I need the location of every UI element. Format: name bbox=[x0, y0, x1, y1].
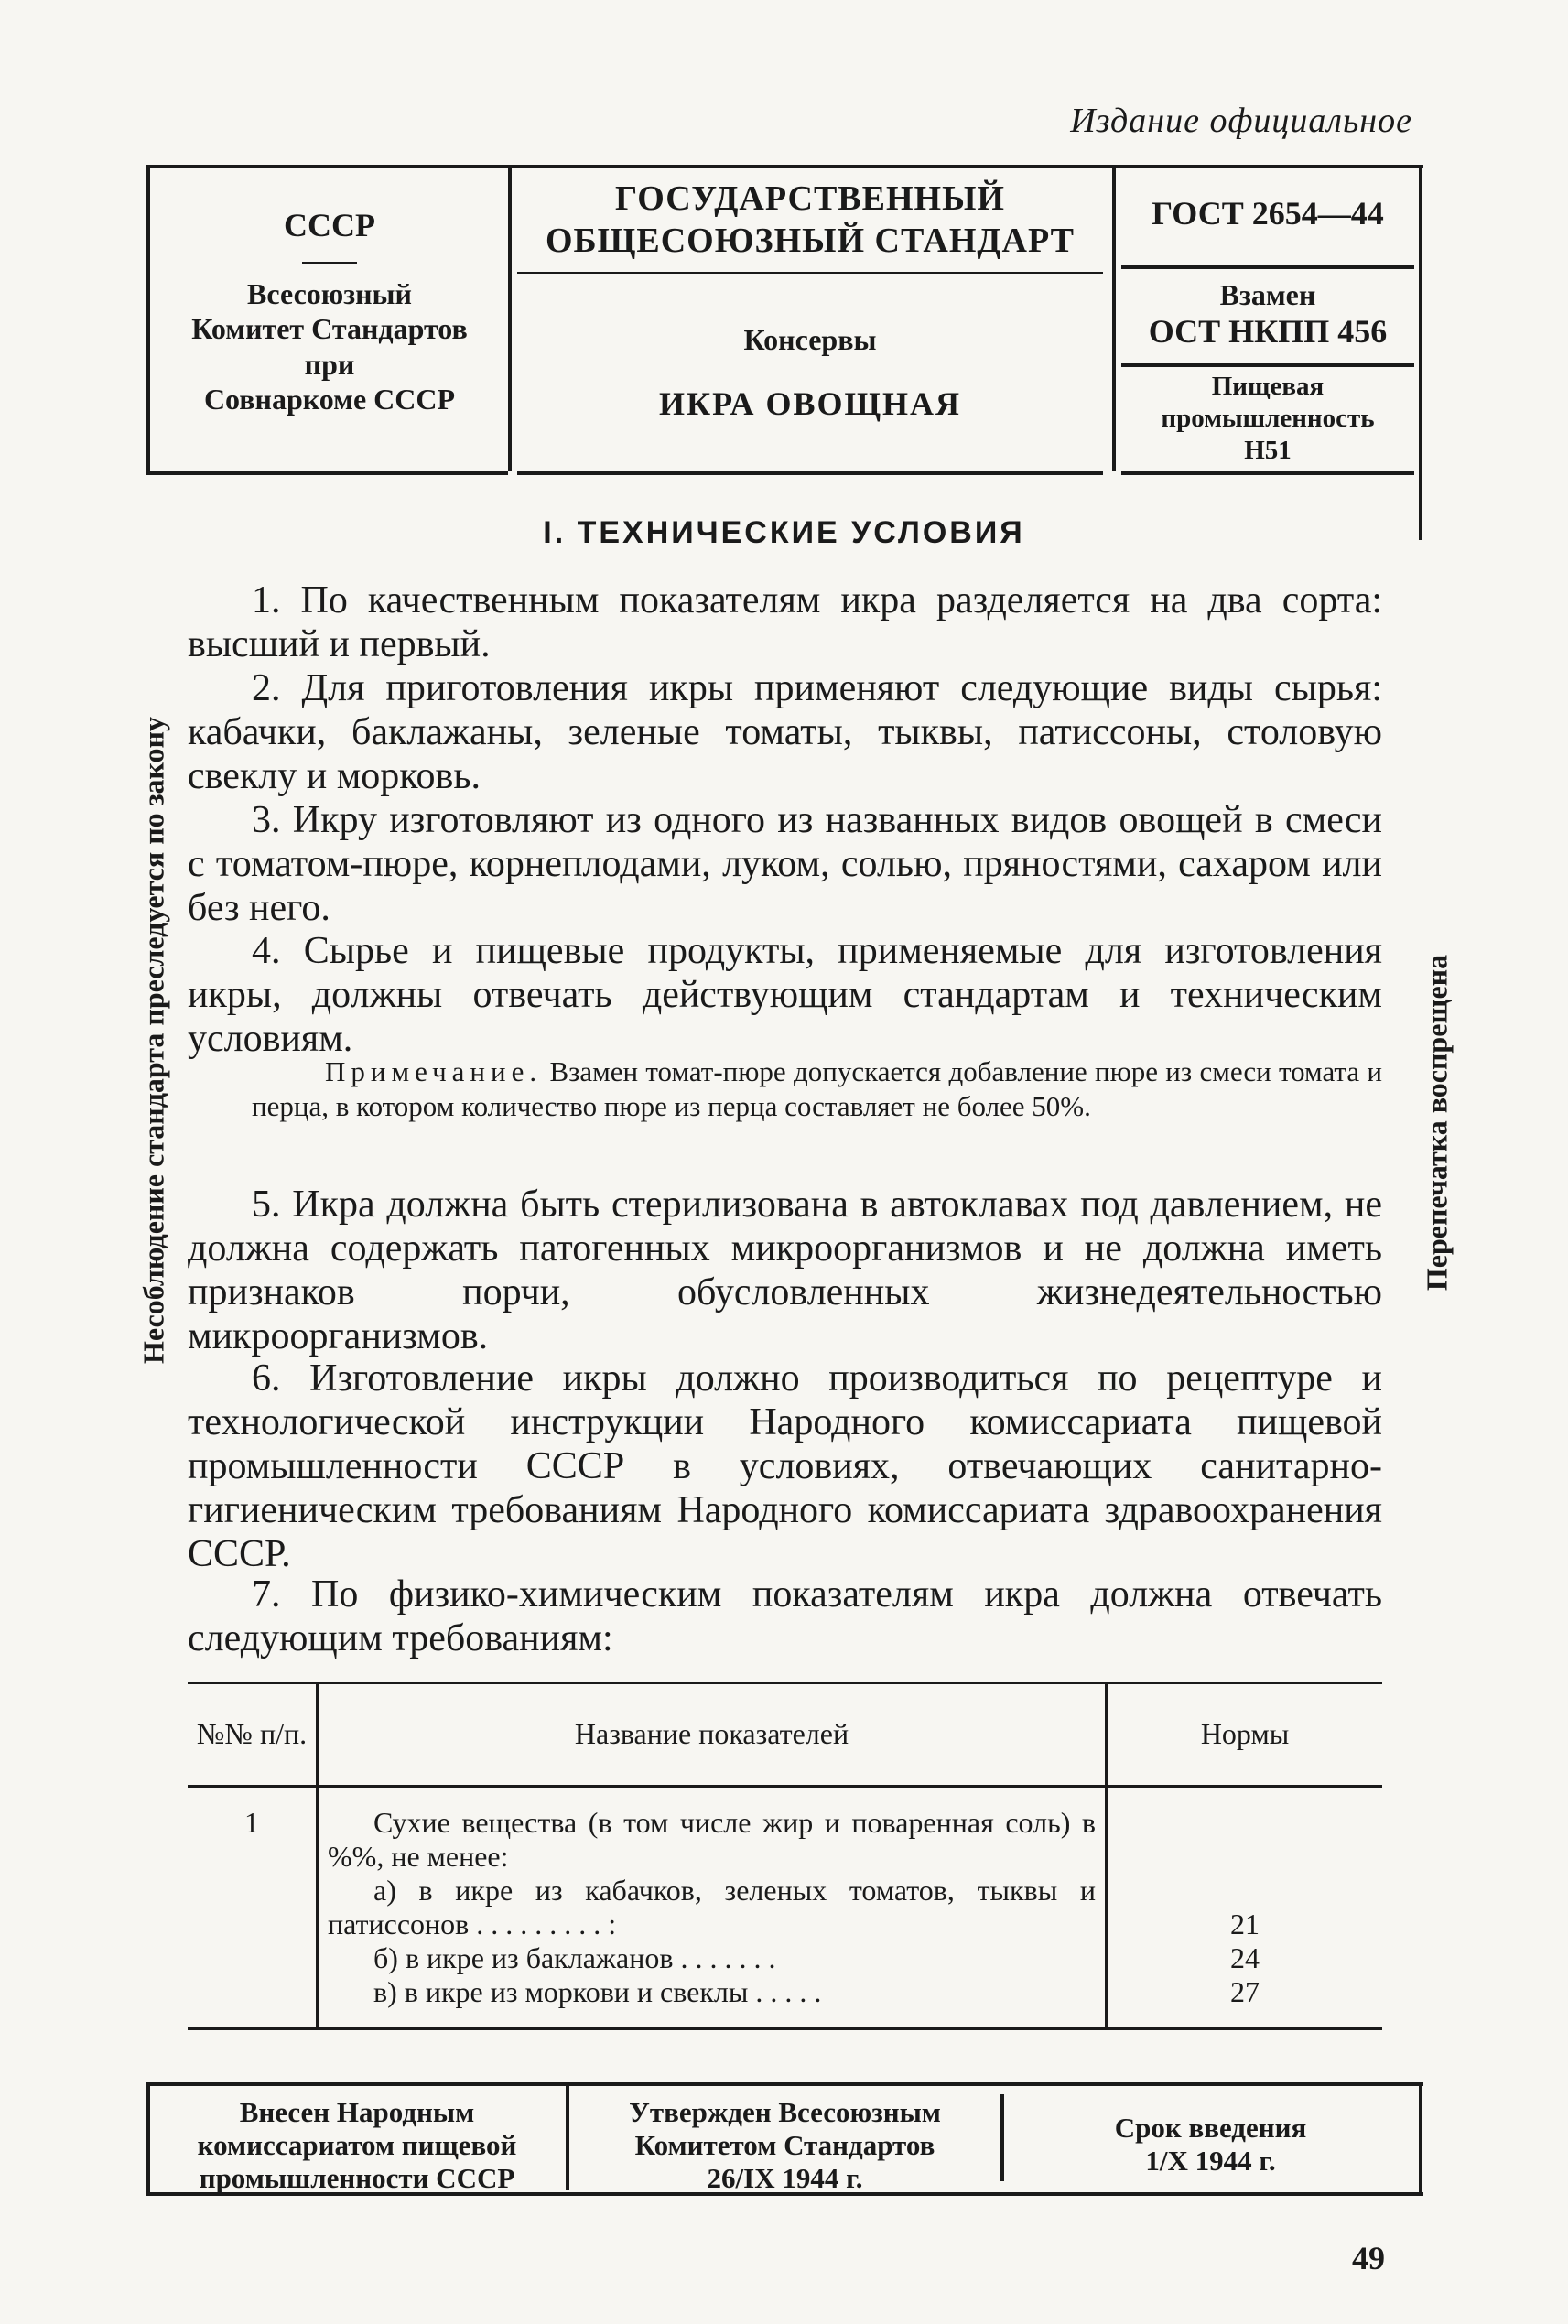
paragraph-4: 4. Сырье и пищевые продукты, применяемые для изготовления икры, должны отвечать действующим стандартам и техническим условиям. bbox=[188, 930, 1382, 1060]
header-ussr-underline bbox=[302, 262, 357, 264]
header-divider-1 bbox=[508, 165, 512, 471]
page-number: 49 bbox=[1352, 2240, 1385, 2276]
footer-effective-date: Срок введения 1/X 1944 г. bbox=[1114, 2112, 1307, 2177]
paragraph-1: 1. По качественным показателям икра разделяется на два сорта: высший и первый. bbox=[188, 579, 1382, 665]
paragraph-3: 3. Икру изготовляют из одного из названных видов овощей в смеси с томатом-пюре, корнеплодами, луком, солью, пряностями, сахаром или без него. bbox=[188, 799, 1382, 929]
paragraph-6: 6. Изготовление икры должно производиться по рецептуре и технологической инструкции Народного комиссариата пищевой промышленности СССР в условиях, отвечающих санитарно-гигиеническим требованиям Народного комиссариата здравоохранения СССР. bbox=[188, 1357, 1382, 1575]
footer-divider-1 bbox=[566, 2085, 569, 2190]
table-value-b: 24 bbox=[1230, 1941, 1260, 1974]
properties-table bbox=[188, 1682, 1382, 2030]
paragraph-7: 7. По физико-химическим показателям икра должна отвечать следующим требованиям: bbox=[188, 1573, 1382, 1659]
footer-submitted-by: Внесен Народным комиссариатом пищевой промышленности СССР bbox=[197, 2096, 517, 2194]
note-label: Примечание. bbox=[325, 1055, 543, 1087]
table-header-number: №№ п/п. bbox=[188, 1682, 318, 1787]
footer-top-rule bbox=[146, 2082, 1423, 2086]
footer-left-border bbox=[146, 2082, 150, 2192]
footer-divider-2 bbox=[1000, 2094, 1004, 2181]
header-right-rule-2 bbox=[1121, 363, 1414, 367]
table-value-c: 27 bbox=[1230, 1975, 1260, 2008]
section-title: I. ТЕХНИЧЕСКИЕ УСЛОВИЯ bbox=[543, 515, 1025, 550]
table-row-intro: Сухие вещества (в том числе жир и поваренная соль) в %%, не менее: bbox=[328, 1806, 1096, 1873]
header-industry-group: Пищевая промышленность Н51 bbox=[1161, 372, 1375, 465]
table-item-a: а) в икре из кабачков, зеленых томатов, тыквы и патиссонов . . . . . . . . . : bbox=[328, 1874, 1096, 1940]
header-bottom-rule-left bbox=[146, 471, 508, 475]
table-item-c: в) в икре из моркови и свеклы . . . . . bbox=[373, 1975, 822, 2008]
table-item-b: б) в икре из баклажанов . . . . . . . bbox=[373, 1941, 776, 1974]
header-bottom-rule-center bbox=[517, 471, 1103, 475]
footer-right-border bbox=[1419, 2082, 1422, 2192]
header-divider-2 bbox=[1112, 165, 1116, 471]
header-category: Консервы bbox=[743, 323, 877, 356]
table-row-number: 1 bbox=[188, 1787, 318, 2029]
paragraph-5: 5. Икра должна быть стерилизована в автоклавах под давлением, не должна содержать патогенных микроорганизмов и не должна иметь признаков порчи, обусловленных жизнедеятельностью микроорганизмов. bbox=[188, 1184, 1382, 1357]
table-header-norms: Нормы bbox=[1107, 1682, 1383, 1787]
edition-label: Издание официальное bbox=[1070, 102, 1412, 140]
side-left-warning: Несоблюдение стандарта преследуется по закону bbox=[136, 717, 170, 1364]
table-header-name: Название показателей bbox=[318, 1682, 1107, 1787]
side-right-warning: Перепечатка воспрещена bbox=[1420, 954, 1454, 1292]
header-right-rule-1 bbox=[1121, 265, 1414, 269]
table-row bbox=[188, 1787, 1382, 2029]
note bbox=[252, 1054, 1382, 1124]
paragraph-2: 2. Для приготовления икры применяют следующие виды сырья: кабачки, баклажаны, зеленые томаты, тыквы, патиссоны, столовую свеклу и морковь. bbox=[188, 667, 1382, 797]
header-ussr: СССР bbox=[284, 207, 375, 243]
header-standard-type: ГОСУДАРСТВЕННЫЙ ОБЩЕСОЮЗНЫЙ СТАНДАРТ bbox=[545, 179, 1076, 260]
header-committee: Всесоюзный Комитет Стандартов при Совнаркоме СССР bbox=[191, 277, 468, 416]
header-bottom-rule-right bbox=[1121, 471, 1414, 475]
table-value-a: 21 bbox=[1230, 1908, 1260, 1940]
header-product-title: ИКРА ОВОЩНАЯ bbox=[658, 385, 962, 422]
header-left-border bbox=[146, 165, 150, 471]
footer-approved-by: Утвержден Всесоюзным Комитетом Стандартов 26/IX 1944 г. bbox=[629, 2096, 941, 2194]
table-header-row bbox=[188, 1682, 1382, 1787]
header-center-rule bbox=[517, 272, 1103, 274]
note-text: Взамен томат-пюре допускается добавление пюре из смеси томата и перца, в котором количество пюре из перца составляет не более 50%. bbox=[252, 1055, 1382, 1122]
table-row-norms bbox=[1107, 1787, 1383, 2029]
header-replaces: Взамен ОСТ НКПП 456 bbox=[1148, 278, 1388, 351]
table-row-description bbox=[318, 1787, 1107, 2029]
header-top-rule bbox=[146, 165, 1423, 168]
header-gost-code: ГОСТ 2654—44 bbox=[1152, 195, 1384, 232]
header-right-border bbox=[1419, 165, 1422, 540]
